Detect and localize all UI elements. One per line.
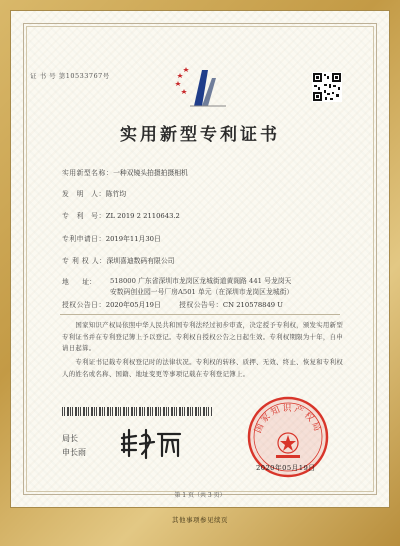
legal-status-statement: 专利证书记载专利权登记时的法律状况。专利权的转移、质押、无效、终止、恢复和专利权人的姓名或名称、国籍、地址变更等事项记载在专利登记簿上。: [62, 358, 344, 378]
field-patentee: 专 利 权 人：深圳喜迪数码有限公司: [62, 257, 175, 265]
address-value: 518000 广东省深圳市龙岗区龙城街道黄阁路 441 号龙岗天 安数码创业园一号厂房A501 单元（在深圳市龙岗区龙城街）: [110, 277, 294, 296]
field-utility-name: 实用新型名称：一种双镜头拍摄拍摄相机: [62, 169, 188, 177]
barcode: [62, 407, 212, 416]
field-patent-number: 专 利 号：ZL 2019 2 2110643.2: [62, 212, 180, 220]
grant-info: 授权公告日：2020年05月19日 授权公告号：CN 210578849 U: [62, 301, 284, 309]
role-title: 局长: [62, 434, 78, 443]
divider: [60, 314, 340, 315]
certificate-number: 证 书 号 第10533767号: [30, 72, 110, 80]
role-name: 申长雨: [62, 448, 86, 457]
seal-text: 国家知识产权局: [253, 404, 323, 435]
page-indicator: 第 1 页（共 3 页）: [174, 492, 226, 499]
field-inventor: 发 明 人：陈竹均: [62, 190, 127, 198]
signature-icon: [118, 426, 188, 462]
footer-note: 其他事项参见续页: [172, 516, 228, 524]
certificate-title: 实用新型专利证书: [120, 125, 280, 145]
grant-statement: 国家知识产权局依照中华人民共和国专利法经过初步审查，决定授予专利权，颁发实用新型专利证书并在专利登记簿上予以登记。专利权自授权公告之日起生效。专利权期限为十年，自申请日起算。: [62, 321, 344, 352]
qr-code-icon: [312, 72, 342, 102]
cnipa-emblem-icon: [168, 64, 228, 112]
field-application-date: 专利申请日：2019年11月30日: [62, 235, 161, 243]
address-label: 地 址：: [62, 278, 96, 286]
seal-date: 2020年05月19日: [256, 464, 316, 472]
